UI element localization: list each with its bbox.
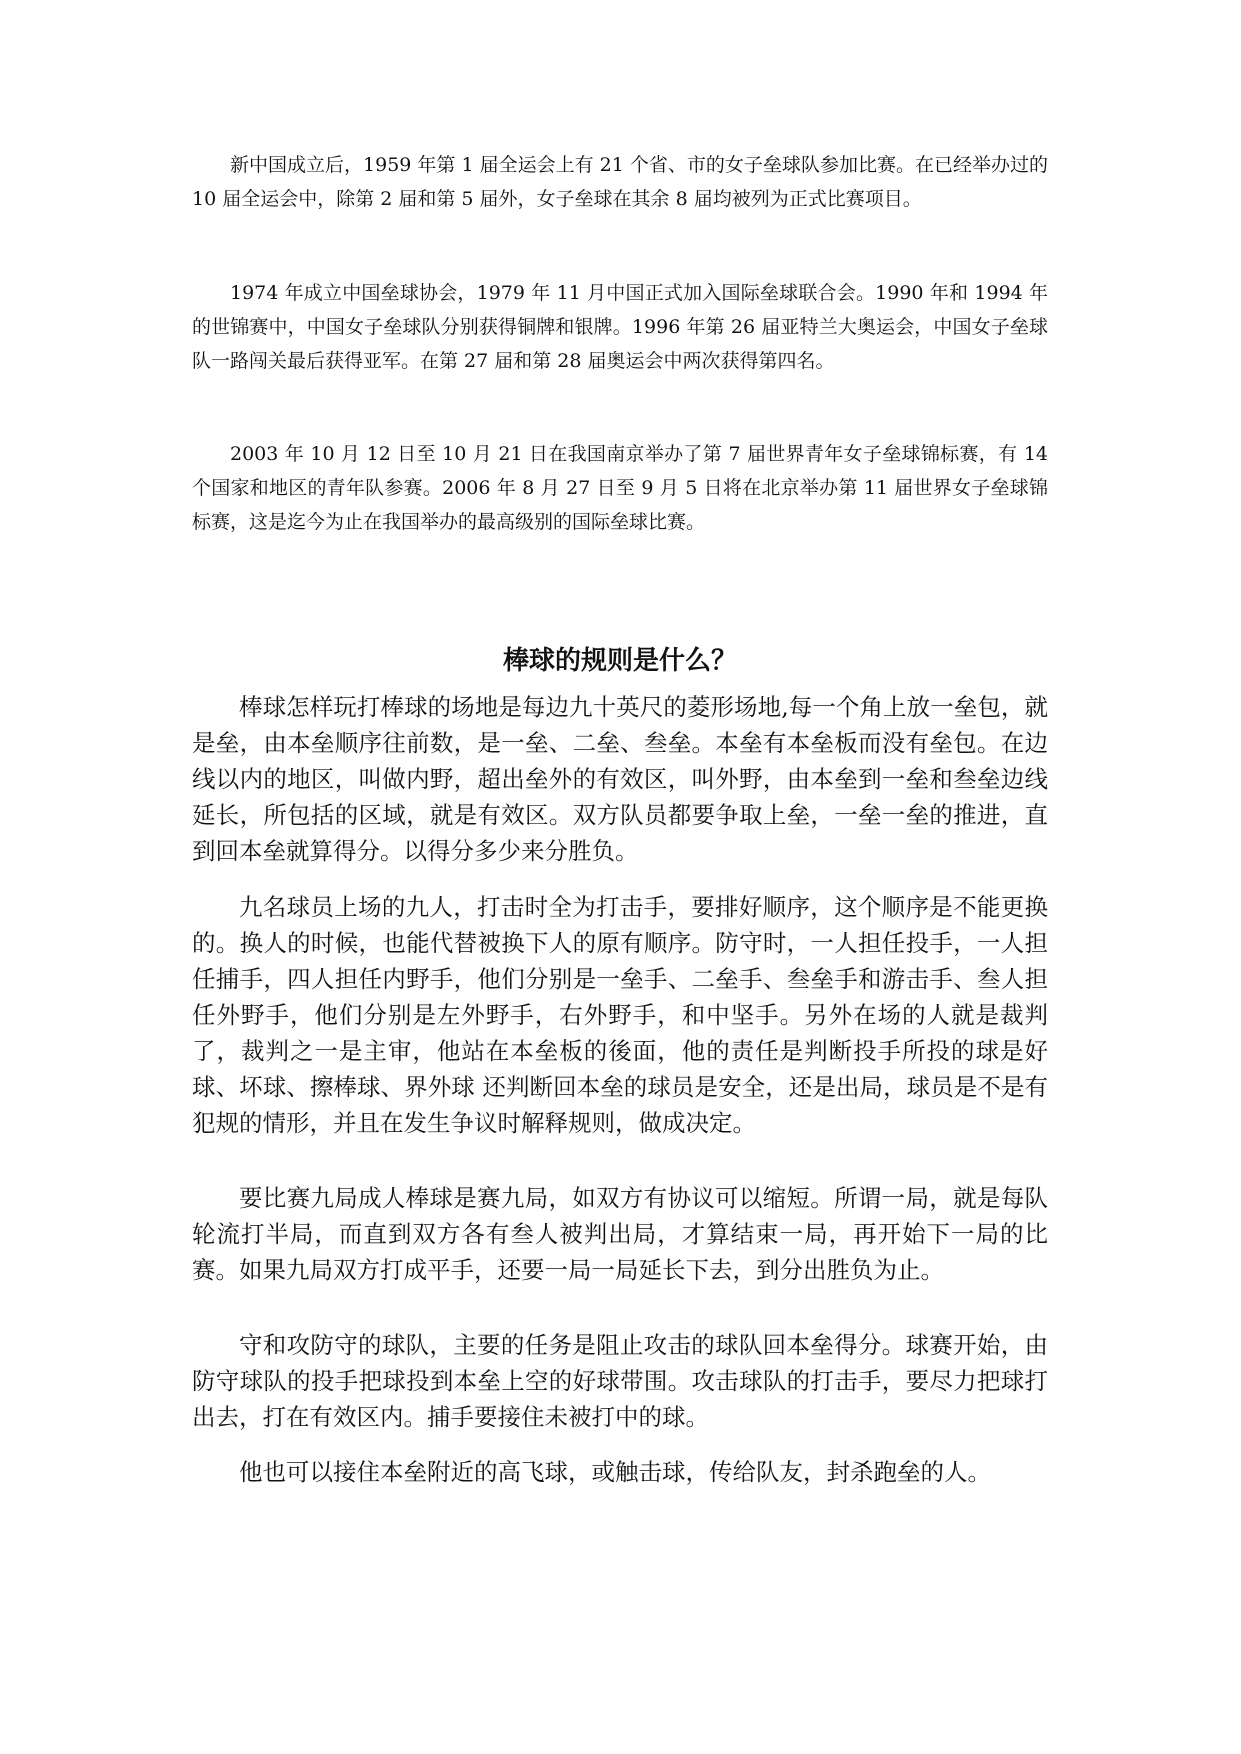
section-title: 棒球的规则是什么？ [502,646,737,676]
paragraph-defense-offense: 守和攻防守的球队，主要的任务是阻止攻击的球队回本垒得分。球赛开始，由防守球队的投手把球投到本垒上空的好球带围。攻击球队的打击手，要尽力把球打出去，打在有效区内。捕手要接住未被打中的球。 [192,1331,1048,1431]
paragraph-softball-national-games: 新中国成立后，1959 年第 1 届全运会上有 21 个省、市的女子垒球队参加比赛。在已经举办过的 10 届全运会中，除第 2 届和第 5 届外，女子垒球在其余 8 届均被列为正式比赛项目。 [192,154,1048,210]
paragraph-nine-players: 九名球员上场的九人，打击时全为打击手，要排好顺序，这个顺序是不能更换的。换人的时候，也能代替被换下人的原有顺序。防守时，一人担任投手，一人担任捕手，四人担任内野手，他们分别是一垒手、二垒手、叁垒手和游击手、叁人担任外野手，他们分别是左外野手，右外野手，和中坚手。另外在场的人就是裁判了，裁判之一是主审，他站在本垒板的後面，他的责任是判断投手所投的球是好球、坏球、擦棒球、界外球 还判断回本垒的球员是安全，还是出局，球员是不是有犯规的情形，并且在发生争议时解释规则，做成决定。 [192,893,1048,1137]
paragraph-softball-championships: 2003 年 10 月 12 日至 10 月 21 日在我国南京举办了第 7 届世界青年女子垒球锦标赛，有 14 个国家和地区的青年队参赛。2006 年 8 月 27 日至 9 月 5 日将在北京举办第 11 届世界女子垒球锦标赛，这是迄今为止在我国举办的最高级别的国际垒球比赛。 [192,443,1048,533]
paragraph-softball-association: 1974 年成立中国垒球协会，1979 年 11 月中国正式加入国际垒球联合会。1990 年和 1994 年的世锦赛中，中国女子垒球队分别获得铜牌和银牌。1996 年第 26 届亚特兰大奥运会，中国女子垒球队一路闯关最后获得亚军。在第 27 届和第 28 届奥运会中两次获得第四名。 [192,282,1048,372]
paragraph-baseball-field: 棒球怎样玩打棒球的场地是每边九十英尺的菱形场地,每一个角上放一垒包，就是垒，由本垒顺序往前数，是一垒、二垒、叁垒。本垒有本垒板而没有垒包。在边线以内的地区，叫做内野，超出垒外的有效区，叫外野，由本垒到一垒和叁垒边线延长，所包括的区域，就是有效区。双方队员都要争取上垒，一垒一垒的推进，直到回本垒就算得分。以得分多少来分胜负。 [192,693,1048,865]
paragraph-catcher: 他也可以接住本垒附近的高飞球，或触击球，传给队友，封杀跑垒的人。 [239,1458,991,1486]
paragraph-nine-innings: 要比赛九局成人棒球是赛九局，如双方有协议可以缩短。所谓一局，就是每队轮流打半局，而直到双方各有叁人被判出局，才算结束一局，再开始下一局的比赛。如果九局双方打成平手，还要一局一局延长下去，到分出胜负为止。 [192,1184,1048,1284]
